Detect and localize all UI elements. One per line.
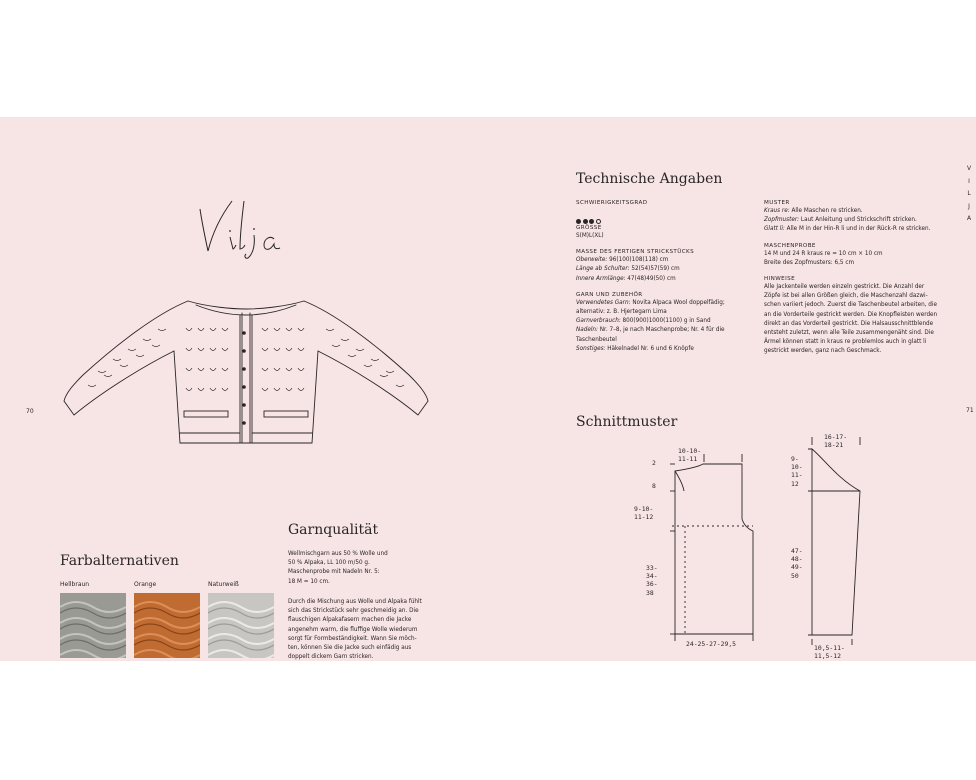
text-line: Ärmel können statt in kraus re problemlos auch in glatt li bbox=[764, 339, 927, 346]
text-line: entsteht zuletzt, wenn alle Teile zusammengenäht sind. Die bbox=[764, 330, 934, 337]
text-line: flauschigen Alpakafasern machen die Jacke bbox=[288, 617, 412, 624]
label-sleeve-cap: 9- 10- 11- 12 bbox=[791, 455, 803, 488]
pattern-heading: MUSTER bbox=[764, 200, 790, 206]
measure-value: 52(54)57(59) cm bbox=[629, 266, 680, 273]
yarn-line bbox=[576, 336, 746, 345]
text-line: Zöpfe ist bei allen Größen gleich, die Maschenzahl dazwi- bbox=[764, 293, 928, 300]
pattern-line bbox=[764, 216, 954, 225]
pattern-line bbox=[764, 207, 954, 216]
cardigan-sketch-icon bbox=[58, 293, 434, 449]
yarn-line bbox=[576, 345, 746, 354]
text-line: gestrickt werden, ganz nach Geschmack. bbox=[764, 348, 882, 355]
yarn-line bbox=[576, 326, 746, 335]
right-page-number: 71 bbox=[966, 407, 974, 414]
text-line: sorgt für Formbeständigkeit. Wann Sie möch- bbox=[288, 635, 417, 642]
text-line: ten, können Sie die Jacke such einfädig aus bbox=[288, 645, 412, 652]
text-line: doppelt dickem Garn stricken. bbox=[288, 654, 374, 661]
label-body-width: 24-25-27-29,5 bbox=[686, 640, 737, 648]
yarn-list bbox=[576, 299, 746, 354]
label-body-neck-width: 10-10- 11-11 bbox=[678, 447, 702, 464]
swatch-image-white-icon bbox=[208, 593, 274, 658]
book-spread bbox=[0, 117, 976, 661]
measure-label: Innere Armlänge: bbox=[576, 275, 626, 282]
side-letters bbox=[965, 163, 973, 226]
measure-value: 47(48)49(50) cm bbox=[625, 275, 676, 282]
swatch-label: Naturweiß bbox=[208, 581, 239, 588]
yarn-quality-title: Garnqualität bbox=[288, 522, 379, 538]
pattern-label: Kraus re: bbox=[764, 208, 790, 214]
sizes-value: S(M)L(XL) bbox=[576, 233, 604, 239]
measure-line bbox=[576, 256, 746, 265]
label-sleeve-cuff: 10,5-11- 11,5-12 bbox=[814, 644, 845, 661]
tech-title: Technische Angaben bbox=[576, 171, 723, 187]
yarn-value: 800(900)1000(1100) g in Sand bbox=[620, 318, 711, 325]
yarn-label: Sonstiges: bbox=[576, 345, 606, 352]
difficulty-rating bbox=[576, 209, 746, 216]
measure-line bbox=[576, 265, 746, 274]
yarn-line bbox=[576, 299, 746, 308]
left-page-number: 70 bbox=[26, 408, 34, 415]
text-line: 50 % Alpaka, LL 100 m/50 g. bbox=[288, 560, 370, 567]
gauge-heading: MASCHENPROBE bbox=[764, 242, 816, 249]
text-line: angenehm warm, die fluffige Wolle wiederum bbox=[288, 626, 418, 633]
measure-label: Länge ab Schulter: bbox=[576, 266, 630, 273]
measures-list bbox=[576, 256, 746, 284]
text-line: an die Vorderteile gestrickt werden. Die Knopfleisten werden bbox=[764, 311, 938, 318]
text-line: schen variiert jedoch. Zuerst die Taschenbeutel arbeiten, die bbox=[764, 302, 937, 309]
text-line: Maschenprobe mit Nadeln Nr. 5: bbox=[288, 569, 380, 576]
text-line: Durch die Mischung aus Wolle und Alpaka fühlt bbox=[288, 599, 422, 605]
dot-filled-icon bbox=[589, 219, 594, 224]
yarn-value: Novita Alpaca Wool doppelfädig; bbox=[630, 299, 725, 306]
text-line: Breite des Zopfmusters: 6,5 cm bbox=[764, 259, 854, 266]
side-letter: V bbox=[966, 165, 972, 172]
side-letter: J bbox=[968, 202, 970, 210]
tech-left-column bbox=[576, 200, 746, 354]
yarn-quality-para1 bbox=[288, 550, 438, 587]
pattern-label: Glatt li: bbox=[764, 226, 785, 233]
measures-heading: MASSE DES FERTIGEN STRICKSTÜCKS bbox=[576, 249, 695, 256]
swatch-naturweiss bbox=[208, 581, 274, 588]
swatch-hellbraun bbox=[60, 581, 126, 588]
pattern-line bbox=[764, 225, 954, 234]
cardigan-illustration bbox=[58, 293, 434, 449]
measure-label: Oberweite: bbox=[576, 257, 608, 264]
side-letter: I bbox=[968, 177, 970, 185]
text-line: 18 M = 10 cm. bbox=[288, 578, 330, 585]
yarn-label: Nadeln: bbox=[576, 327, 598, 334]
text-line: Wellmischgarn aus 50 % Wolle und bbox=[288, 551, 388, 557]
pattern-value: Alle M in der Hin-R li und in der Rück-R re stricken. bbox=[784, 226, 931, 233]
dot-empty-icon bbox=[596, 219, 601, 224]
measure-line bbox=[576, 275, 746, 284]
yarn-label: Verwendetes Garn: bbox=[576, 299, 631, 306]
color-alternatives-title: Farbalternativen bbox=[60, 553, 179, 569]
yarn-value: Häkelnadel Nr. 6 und 6 Knöpfe bbox=[605, 345, 694, 352]
swatch-image-grey-icon bbox=[60, 593, 126, 658]
dot-filled-icon bbox=[583, 219, 588, 224]
yarn-line bbox=[576, 317, 746, 326]
measure-value: 96(100)108(118) cm bbox=[607, 257, 669, 264]
label-body-shoulder-drop: 2 bbox=[652, 459, 656, 467]
schematic-title: Schnittmuster bbox=[576, 414, 678, 430]
label-body-armhole: 9-10- 11-12 bbox=[634, 505, 654, 522]
text-line: direkt an das Vorderteil gestrickt. Die Halsausschnittblende bbox=[764, 320, 934, 327]
yarn-value: Nr. 7–8, je nach Maschenprobe; Nr. 4 für die bbox=[597, 327, 725, 334]
text-line: sich das Strickstück sehr geschmeidig an. Die bbox=[288, 608, 419, 615]
schematic-lines-icon bbox=[628, 429, 868, 661]
dot-filled-icon bbox=[576, 219, 581, 224]
swatch-label: Hellbraun bbox=[60, 581, 90, 588]
notes-heading: HINWEISE bbox=[764, 276, 796, 283]
gauge-list bbox=[764, 250, 954, 268]
label-sleeve-length: 47- 48- 49- 50 bbox=[791, 547, 803, 580]
yarn-heading: GARN UND ZUBEHÖR bbox=[576, 291, 643, 298]
side-letter: A bbox=[966, 215, 972, 222]
text-line: Alle Jackenteile werden einzeln gestrickt. Die Anzahl der bbox=[764, 284, 925, 291]
vilja-script-title bbox=[190, 189, 300, 259]
right-page bbox=[488, 117, 976, 661]
pattern-value: Laut Anleitung und Strickschrift stricken. bbox=[799, 217, 917, 224]
side-letter: L bbox=[967, 190, 971, 197]
schematic-diagram bbox=[628, 429, 868, 661]
label-body-neck-depth: 8 bbox=[652, 482, 656, 490]
yarn-quality-para2 bbox=[288, 598, 448, 661]
sizes-heading: GRÖSSE bbox=[576, 225, 602, 231]
pattern-label: Zopfmuster: bbox=[764, 217, 800, 224]
yarn-line bbox=[576, 308, 746, 317]
yarn-value: Taschenbeutel bbox=[576, 336, 617, 343]
difficulty-heading: SCHWIERIGKEITSGRAD bbox=[576, 200, 648, 206]
tech-right-column bbox=[764, 200, 954, 357]
label-body-length: 33- 34- 36- 38 bbox=[646, 564, 658, 597]
label-sleeve-top-width: 16-17- 18-21 bbox=[824, 433, 848, 450]
yarn-value: alternativ: z. B. Hjertegarn Lima bbox=[576, 309, 667, 316]
yarn-label: Garnverbrauch: bbox=[576, 318, 621, 325]
swatch-label: Orange bbox=[134, 581, 157, 588]
notes-text bbox=[764, 283, 954, 357]
left-page bbox=[0, 117, 488, 661]
swatch-orange bbox=[134, 581, 200, 588]
vilja-script-icon bbox=[190, 189, 300, 259]
pattern-value: Alle Maschen re stricken. bbox=[789, 208, 863, 214]
text-line: 14 M und 24 R kraus re = 10 cm × 10 cm bbox=[764, 250, 883, 257]
pattern-list bbox=[764, 207, 954, 235]
swatch-image-orange-icon bbox=[134, 593, 200, 658]
